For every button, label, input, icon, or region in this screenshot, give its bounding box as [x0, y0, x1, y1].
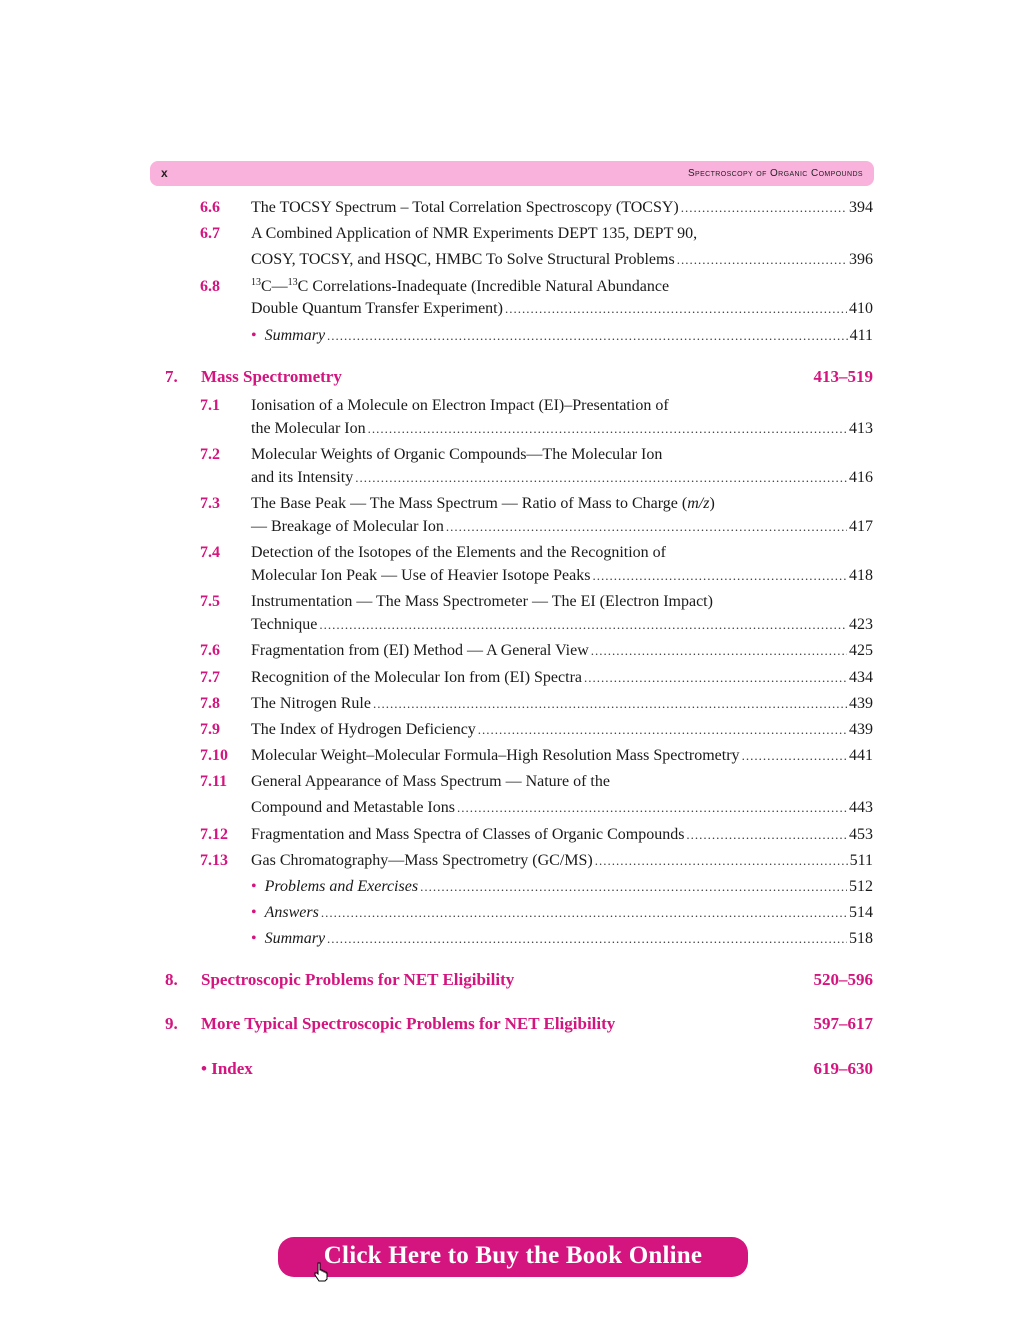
bullet-title: Summary	[264, 930, 326, 947]
section-title: Fragmentation from (EI) Method — A General View	[251, 642, 589, 659]
toc-line	[251, 930, 873, 948]
section-title: The TOCSY Spectrum – Total Correlation Spectroscopy (TOCSY)	[251, 199, 679, 216]
running-header	[150, 161, 874, 186]
section-number: 7.3	[200, 495, 220, 512]
index-title: Index	[211, 1059, 253, 1078]
index-title-wrap	[201, 1059, 253, 1079]
dot-leader	[677, 251, 847, 269]
chapter-page-range: 520–596	[813, 970, 873, 989]
toc-line	[251, 852, 873, 870]
section-title-cont: Molecular Ion Peak — Use of Heavier Isotope Peaks	[251, 567, 591, 584]
page-ref: 439	[849, 721, 873, 738]
dot-leader	[355, 469, 847, 487]
page-ref: 423	[849, 616, 873, 633]
superscript: 13	[251, 277, 261, 288]
chapter-page-range: 413–519	[813, 367, 873, 386]
dot-leader	[505, 300, 847, 318]
section-title: Fragmentation and Mass Spectra of Classes of Organic Compounds	[251, 826, 685, 843]
toc-line	[251, 695, 873, 713]
buy-book-button[interactable]: Click Here to Buy the Book Online	[278, 1237, 748, 1277]
dot-leader	[681, 199, 847, 217]
dot-leader	[584, 669, 847, 687]
page-ref: 416	[849, 469, 873, 486]
toc-line	[251, 642, 873, 660]
page-ref: 418	[849, 567, 873, 584]
page-ref: 518	[849, 930, 873, 947]
page-ref: 453	[849, 826, 873, 843]
page-ref: 439	[849, 695, 873, 712]
chapter-number: 7.	[165, 367, 178, 386]
page-ref: 413	[849, 420, 873, 437]
section-title-cont: — Breakage of Molecular Ion	[251, 518, 444, 535]
title-italic: m/z	[687, 495, 710, 512]
section-title: Instrumentation — The Mass Spectrometer — The EI (Electron Impact)	[251, 593, 713, 610]
section-number: 6.7	[200, 225, 220, 242]
toc-line	[251, 826, 873, 844]
section-title	[251, 495, 873, 513]
dot-leader	[446, 518, 847, 536]
index-page-range: 619–630	[813, 1059, 873, 1078]
section-title	[251, 278, 873, 296]
section-title-cont: Double Quantum Transfer Experiment)	[251, 300, 503, 317]
section-title: Molecular Weights of Organic Compounds—The Molecular Ion	[251, 446, 663, 463]
section-title: Molecular Weight–Molecular Formula–High Resolution Mass Spectrometry	[251, 747, 740, 764]
toc-line	[251, 904, 873, 922]
dot-leader	[321, 904, 847, 922]
chapter-title: Spectroscopic Problems for NET Eligibility	[201, 970, 515, 989]
toc-line	[251, 878, 873, 896]
toc-line	[251, 199, 873, 217]
section-title: General Appearance of Mass Spectrum — Nature of the	[251, 773, 610, 790]
dot-leader	[592, 567, 847, 585]
section-number: 7.7	[200, 669, 220, 686]
bullet-icon: •	[251, 327, 257, 344]
section-number: 7.10	[200, 747, 228, 764]
section-title-cont: and its Intensity	[251, 469, 354, 486]
bullet-icon: •	[251, 904, 257, 921]
toc-line	[251, 747, 873, 765]
dot-leader	[373, 695, 847, 713]
hand-cursor-icon	[314, 1262, 328, 1282]
chapter-number: 9.	[165, 1014, 178, 1033]
chapter-title: Mass Spectrometry	[201, 367, 342, 386]
section-number: 7.8	[200, 695, 220, 712]
toc-line	[251, 567, 873, 585]
title-part: C—	[261, 278, 288, 295]
section-title: The Index of Hydrogen Deficiency	[251, 721, 476, 738]
section-number: 7.5	[200, 593, 220, 610]
section-title-cont: COSY, TOCSY, and HSQC, HMBC To Solve Structural Problems	[251, 251, 675, 268]
page-ref: 396	[849, 251, 873, 268]
chapter-number: 8.	[165, 970, 178, 989]
page-ref: 425	[849, 642, 873, 659]
section-number: 7.13	[200, 852, 228, 869]
dot-leader	[327, 327, 848, 345]
section-title: The Nitrogen Rule	[251, 695, 371, 712]
section-number: 7.4	[200, 544, 220, 561]
dot-leader	[742, 747, 847, 765]
page-ref: 394	[849, 199, 873, 216]
section-title-cont: the Molecular Ion	[251, 420, 366, 437]
bullet-icon: •	[251, 930, 257, 947]
page-ref: 514	[849, 904, 873, 921]
toc-line	[251, 251, 873, 269]
toc-line	[251, 300, 873, 318]
section-title: Detection of the Isotopes of the Elements and the Recognition of	[251, 544, 666, 561]
section-title: Recognition of the Molecular Ion from (EI) Spectra	[251, 669, 582, 686]
toc-line	[251, 518, 873, 536]
page-number: x	[161, 166, 168, 180]
section-title: A Combined Application of NMR Experiments DEPT 135, DEPT 90,	[251, 225, 698, 242]
section-title-cont: Compound and Metastable Ions	[251, 799, 455, 816]
section-title: Gas Chromatography—Mass Spectrometry (GC/MS)	[251, 852, 593, 869]
dot-leader	[457, 799, 847, 817]
page-ref: 443	[849, 799, 873, 816]
page-ref: 410	[849, 300, 873, 317]
page-ref: 511	[849, 852, 873, 869]
section-number: 7.6	[200, 642, 220, 659]
dot-leader	[420, 878, 847, 896]
running-title: Spectroscopy of Organic Compounds	[687, 168, 863, 179]
section-title-cont: Technique	[251, 616, 318, 633]
bullet-icon: •	[251, 878, 257, 895]
chapter-page-range: 597–617	[813, 1014, 873, 1033]
bullet-title: Problems and Exercises	[264, 878, 419, 895]
section-number: 6.6	[200, 199, 220, 216]
toc-line	[251, 327, 873, 345]
section-number: 7.12	[200, 826, 228, 843]
page-ref: 441	[849, 747, 873, 764]
bullet-title: Summary	[264, 327, 326, 344]
toc-line	[251, 616, 873, 634]
bullet-icon: •	[201, 1059, 207, 1078]
toc-line	[251, 799, 873, 817]
toc-line	[251, 469, 873, 487]
title-part: )	[709, 495, 715, 512]
dot-leader	[591, 642, 847, 660]
dot-leader	[368, 420, 847, 438]
page-ref: 512	[849, 878, 873, 895]
bullet-title: Answers	[264, 904, 319, 921]
section-number: 7.1	[200, 397, 220, 414]
title-part: C Correlations-Inadequate (Incredible Natural Abundance	[297, 278, 670, 295]
toc-line	[251, 669, 873, 687]
title-part: The Base Peak — The Mass Spectrum — Ratio of Mass to Charge (	[251, 495, 688, 512]
dot-leader	[319, 616, 847, 634]
section-number: 7.2	[200, 446, 220, 463]
superscript: 13	[287, 277, 298, 288]
page-ref: 417	[849, 518, 873, 535]
toc-line	[251, 721, 873, 739]
page-ref: 434	[849, 669, 873, 686]
toc-line	[251, 420, 873, 438]
section-number: 6.8	[200, 278, 220, 295]
section-number: 7.9	[200, 721, 220, 738]
dot-leader	[686, 826, 847, 844]
chapter-title: More Typical Spectroscopic Problems for NET Eligibility	[201, 1014, 616, 1033]
section-number: 7.11	[200, 773, 228, 790]
page-ref: 411	[849, 327, 873, 344]
dot-leader	[478, 721, 847, 739]
dot-leader	[327, 930, 847, 948]
dot-leader	[595, 852, 848, 870]
section-title: Ionisation of a Molecule on Electron Impact (EI)–Presentation of	[251, 397, 669, 414]
